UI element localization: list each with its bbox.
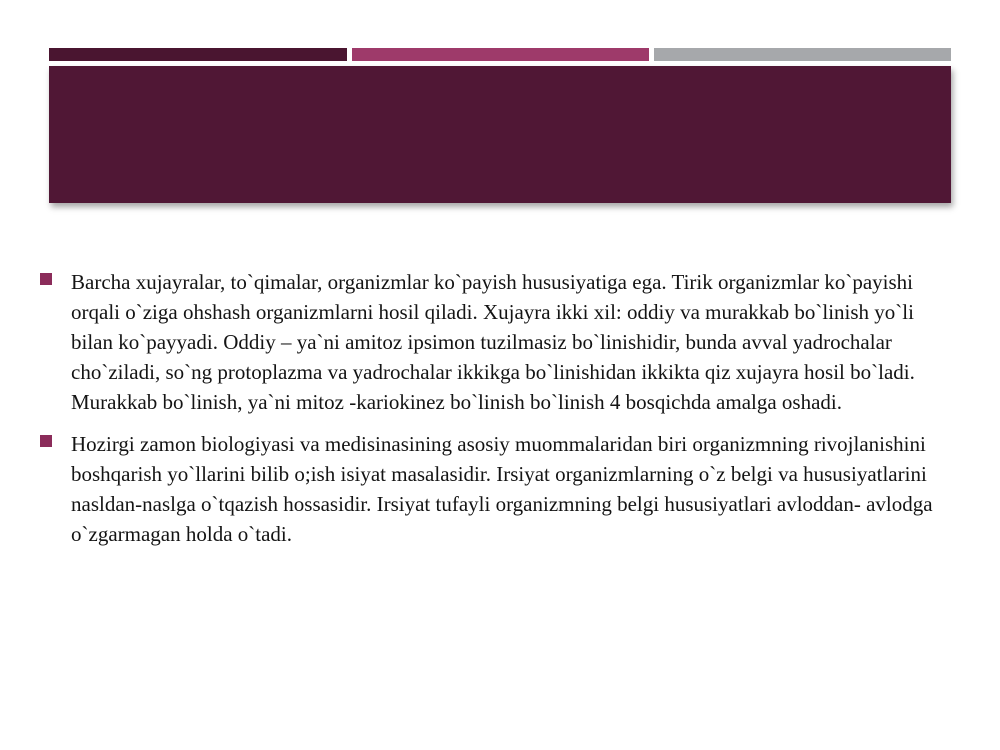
bullet-text: Hozirgi zamon biologiyasi va medisinasining asosiy muommalaridan biri organizmning rivojlanishini boshqarish yo`llarini bilib o;ish isiyat masalasidir. Irsiyat organizmlarning o`z belgi va hususiyatlarini nasldan-naslga o`tqazish hossasidir. Irsiyat tufayli organizmning belgi hususiyatlari avloddan- avlodga o`zgarmagan holda o`tadi. [71, 432, 933, 546]
accent-bar-magenta [352, 48, 649, 61]
accent-bar-dark [49, 48, 347, 61]
bullet-item [40, 267, 940, 417]
bullet-item [40, 429, 940, 549]
slide-title-band [49, 66, 951, 203]
bullet-text: Barcha xujayralar, to`qimalar, organizmlar ko`payish hususiyatiga ega. Tirik organizmlar ko`payishi orqali o`ziga ohshash organizmlarni hosil qiladi. Xujayra ikki xil: oddiy va murakkab bo`linish yo`li bilan ko`payyadi. Oddiy – ya`ni amitoz ipsimon tuzilmasiz bo`linishidir, bunda avval yadrochalar cho`ziladi, so`ng protoplazma va yadrochalar ikkikga bo`linishidan ikkikta qiz xujayra hosil bo`ladi. Murakkab bo`linish, ya`ni mitoz -kariokinez bo`linish bo`linish 4 bosqichda amalga oshadi. [71, 270, 915, 414]
accent-bar-gray [654, 48, 951, 61]
square-bullet-icon [40, 273, 52, 285]
slide-body [40, 267, 940, 561]
square-bullet-icon [40, 435, 52, 447]
